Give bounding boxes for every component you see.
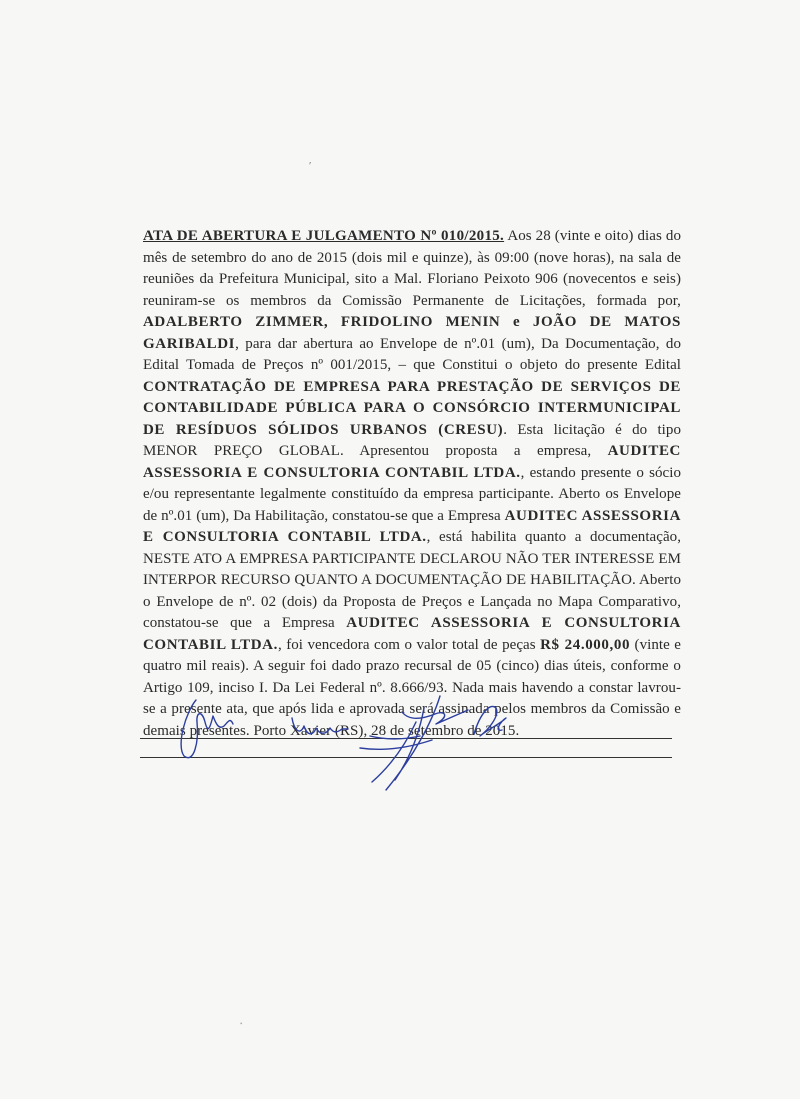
paragraph-text: . Esta licitação é do tipo MENOR PREÇO GLOBAL. Apresentou proposta a empresa, — [143, 421, 682, 459]
paragraph-text: , para dar abertura ao Envelope de nº.01 (um), Da Documentação, do Edital Tomada de Preços nº 001/2015, – que Constitui o objeto do presente Edital — [143, 335, 681, 373]
contract-amount: R$ 24.000,00 — [540, 636, 631, 653]
paragraph-text: (vinte e quatro mil reais). A seguir foi dado prazo recursal de 05 (cinco) dias úteis, conforme o Artigo 109, inciso I. Da Lei Federal nº. 8.666/93. Nada mais havendo a constar lavrou-se a presente ata, que após lida e aprovada será assinada pelos membros da Comissão e demais presentes. Porto Xavier (RS), 28 de setembro de 2015. — [143, 636, 681, 739]
company-name: AUDITEC ASSESSORIA E CONSULTORIA CONTABIL LTDA. — [143, 507, 681, 545]
scan-speck: • — [240, 1020, 243, 1028]
company-name: AUDITEC ASSESSORIA E CONSULTORIA CONTABIL LTDA. — [143, 443, 681, 481]
contract-object: CONTRATAÇÃO DE EMPRESA PARA PRESTAÇÃO DE SERVIÇOS DE CONTABILIDADE PÚBLICA PARA O CONSÓRCIO INTERMUNICIPAL DE RESÍDUOS SÓLIDOS URBANOS (CRESU) — [143, 378, 681, 438]
committee-members: ADALBERTO ZIMMER, FRIDOLINO MENIN e JOÃO DE MATOS GARIBALDI — [143, 314, 681, 352]
paragraph-text: , foi vencedora com o valor total de peças — [277, 636, 541, 653]
company-name: AUDITEC ASSESSORIA E CONSULTORIA CONTABIL LTDA. — [143, 615, 681, 653]
minutes-body — [143, 226, 681, 742]
document-title: ATA DE ABERTURA E JULGAMENTO Nº 010/2015. — [143, 228, 505, 244]
paragraph-text: , estando presente o sócio e/ou representante legalmente constituído da empresa participante. Aberto os Envelope de nº.01 (um), Da Habilitação, constatou-se que a Empresa — [143, 464, 681, 524]
paragraph-text: , está habilita quanto a documentação, NESTE ATO A EMPRESA PARTICIPANTE DECLAROU NÃO TER INTERESSE EM INTERPOR RECURSO QUANTO A DOCUMENTAÇÃO DE HABILITAÇÃO. Aberto o Envelope de nº. 02 (dois) da Proposta de Preços e Lançada no Mapa Comparativo, constatou-se que a Empresa — [143, 529, 682, 631]
paragraph-text: Aos 28 (vinte e oito) dias do mês de setembro do ano de 2015 (dois mil e quinze), às 09:00 (nove horas), na sala de reuniões da Prefeitura Municipal, sito a Mal. Floriano Peixoto 906 (novecentos e seis) reuniram-se os membros da Comissão Permanente de Licitações, formada por, — [143, 228, 681, 309]
scan-speck: ʹ — [309, 160, 312, 172]
signature-line — [140, 757, 672, 758]
signature-line — [140, 738, 672, 739]
